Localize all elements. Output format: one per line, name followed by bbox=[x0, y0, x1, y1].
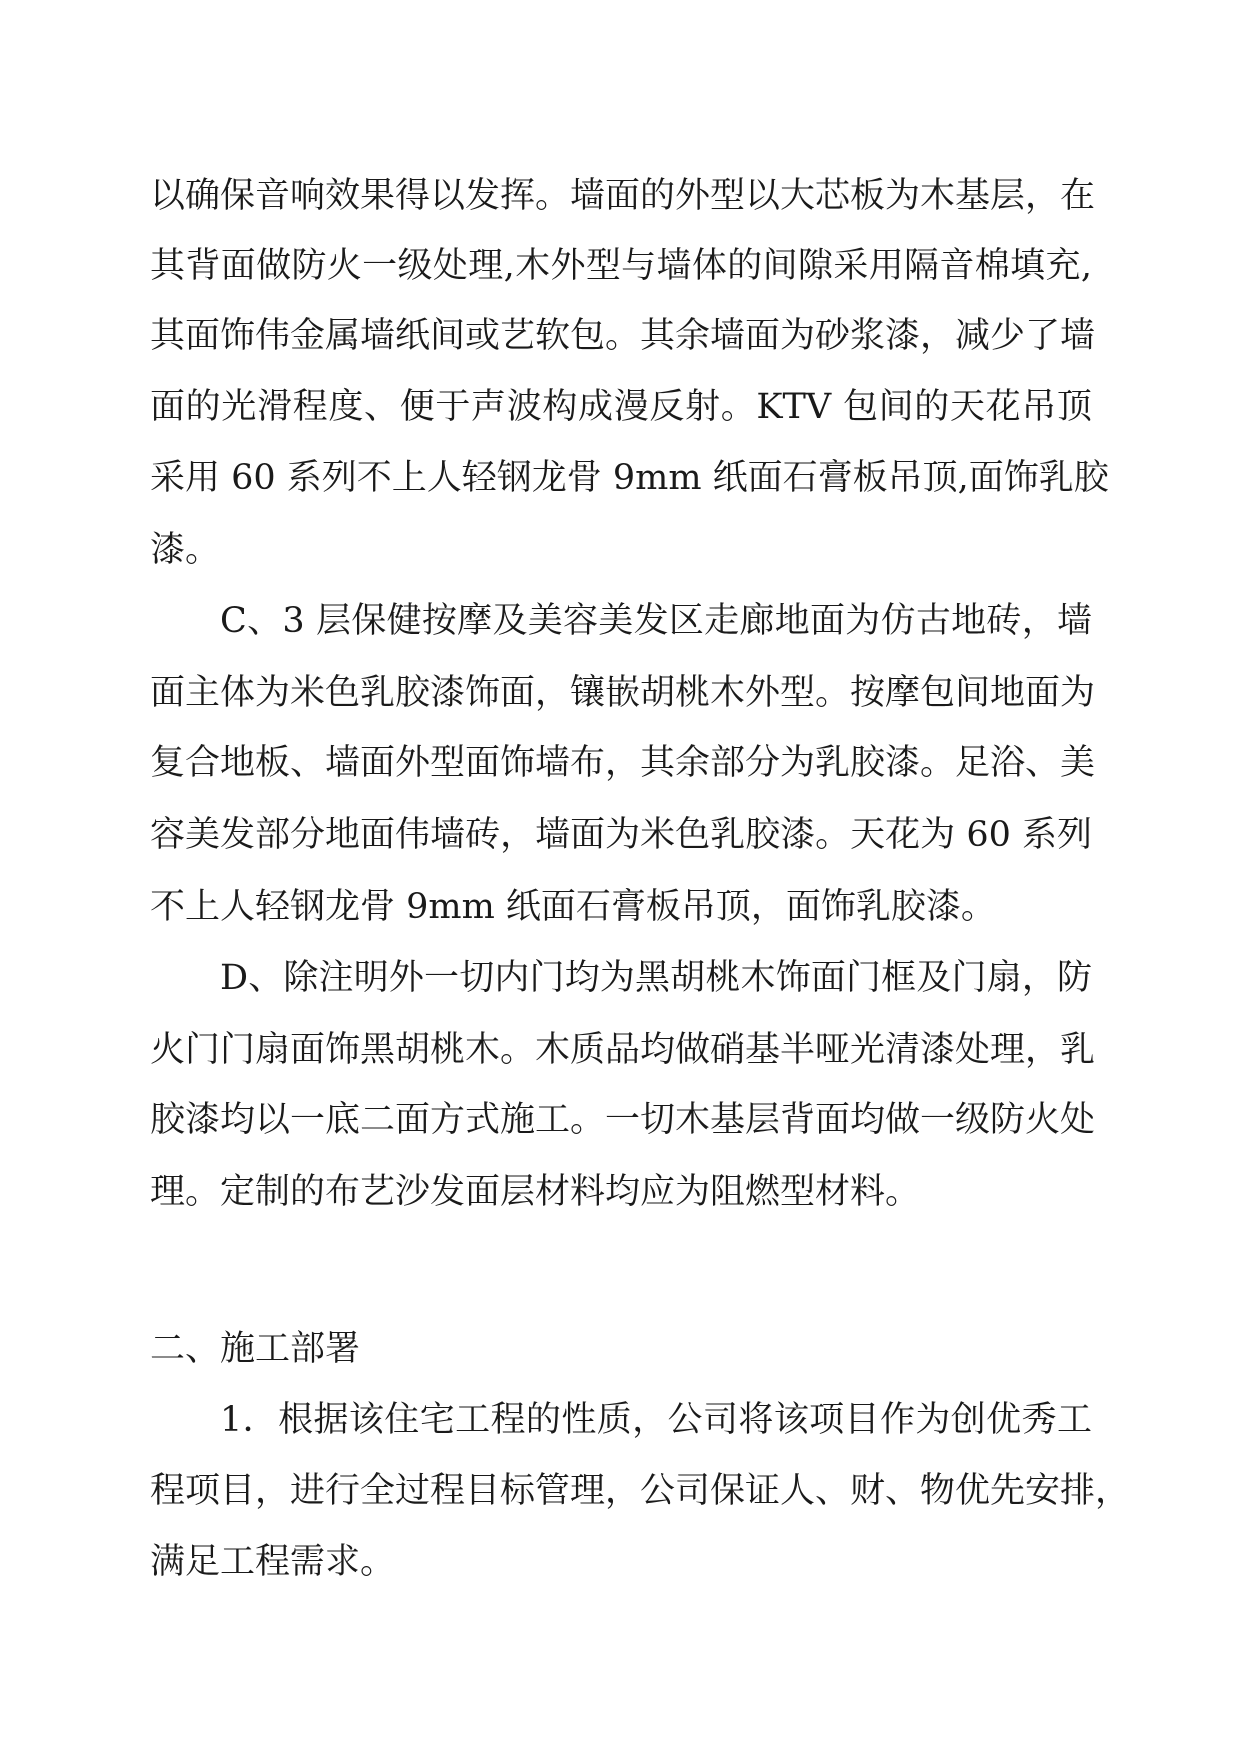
paragraph-line: 以确保音响效果得以发挥。墙面的外型以大芯板为木基层，在 bbox=[150, 176, 1096, 216]
paragraph-line: D、除注明外一切内门均为黑胡桃木饰面门框及门扇，防 bbox=[220, 958, 1092, 998]
paragraph-line: 火门门扇面饰黑胡桃木。木质品均做硝基半哑光清漆处理，乳 bbox=[150, 1030, 1096, 1070]
paragraph-line: 面主体为米色乳胶漆饰面，镶嵌胡桃木外型。按摩包间地面为 bbox=[150, 673, 1096, 713]
paragraph-line: 胶漆均以一底二面方式施工。一切木基层背面均做一级防火处 bbox=[150, 1100, 1096, 1140]
paragraph-line: 不上人轻钢龙骨 9mm 纸面石膏板吊顶，面饰乳胶漆。 bbox=[150, 887, 996, 927]
paragraph-line: 其背面做防火一级处理,木外型与墙体的间隙采用隔音棉填充, bbox=[150, 246, 1092, 286]
paragraph-line: 容美发部分地面伟墙砖，墙面为米色乳胶漆。天花为 60 系列 bbox=[150, 815, 1092, 855]
paragraph-line: 复合地板、墙面外型面饰墙布，其余部分为乳胶漆。足浴、美 bbox=[150, 743, 1096, 783]
paragraph-line: 漆。 bbox=[150, 530, 221, 570]
paragraph-line: 程项目，进行全过程目标管理，公司保证人、财、物优先安排， bbox=[150, 1471, 1131, 1511]
paragraph-line: 理。定制的布艺沙发面层材料均应为阻燃型材料。 bbox=[150, 1172, 921, 1212]
paragraph-line: 1．根据该住宅工程的性质，公司将该项目作为创优秀工 bbox=[220, 1400, 1092, 1440]
section-heading: 二、施工部署 bbox=[150, 1329, 361, 1369]
paragraph-line: 面的光滑程度、便于声波构成漫反射。KTV 包间的天花吊顶 bbox=[150, 387, 1092, 427]
paragraph-line: C、3 层保健按摩及美容美发区走廊地面为仿古地砖，墙 bbox=[220, 601, 1092, 641]
paragraph-line: 采用 60 系列不上人轻钢龙骨 9mm 纸面石膏板吊顶,面饰乳胶 bbox=[150, 458, 1109, 498]
paragraph-line: 满足工程需求。 bbox=[150, 1542, 396, 1582]
paragraph-line: 其面饰伟金属墙纸间或艺软包。其余墙面为砂浆漆，减少了墙 bbox=[150, 316, 1096, 356]
